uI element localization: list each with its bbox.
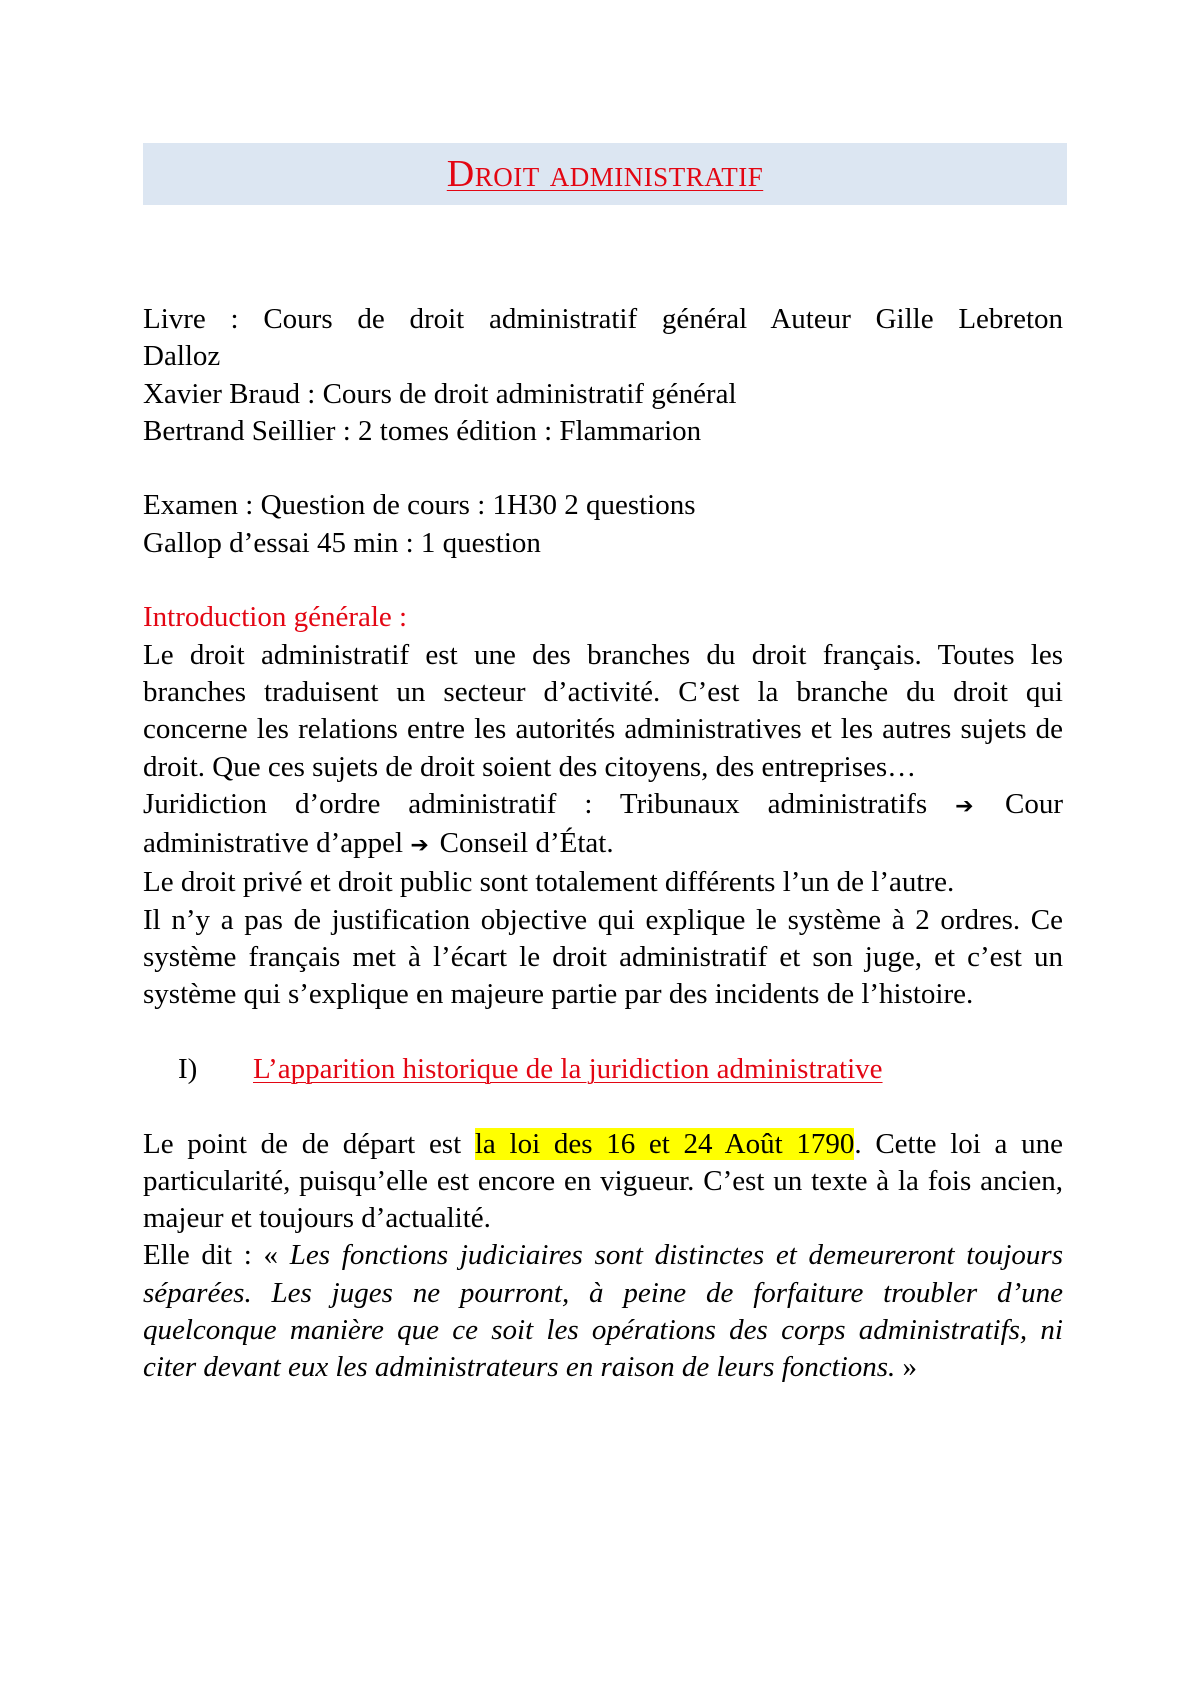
reference-line-2: Xavier Braud : Cours de droit administratif général — [143, 377, 737, 410]
juridiction-text-c: administrative d’appel — [143, 827, 404, 860]
intro-heading: Introduction générale : — [143, 601, 408, 634]
exam-line-1: Examen : Question de cours : 1H30 2 questions — [143, 489, 696, 522]
highlighted-law: la loi des 16 et 24 Août 1790 — [474, 1127, 855, 1160]
section-title: L’apparition historique de la juridiction administrative — [253, 1052, 883, 1085]
juridiction-text-b: Cour — [1005, 787, 1064, 820]
page-title: Droit administratif — [446, 153, 764, 195]
juridiction-text-a: Juridiction d’ordre administratif : Tribunaux administratifs — [143, 787, 928, 820]
section-heading — [143, 1051, 1063, 1088]
section-paragraph-1 — [143, 1126, 1063, 1238]
quote-paragraph — [143, 1237, 1063, 1386]
title-banner — [143, 143, 1067, 205]
document-body — [143, 301, 1063, 1387]
arrow-right-icon: ➔ — [955, 793, 974, 819]
juridiction-text-d: Conseil d’État. — [439, 827, 614, 860]
section-para-start: Le point de de départ est — [143, 1127, 475, 1160]
exam-line-2: Gallop d’essai 45 min : 1 question — [143, 526, 541, 559]
reference-line-1b: Dalloz — [143, 340, 221, 373]
arrow-right-icon: ➔ — [410, 833, 429, 859]
juridiction-paragraph — [143, 786, 1063, 865]
quote-text: Les fonctions judiciaires sont distinctes et demeureront toujours séparées. Les juges ne pourront, à peine de forfaiture troubler d’une quelconque manière que ce soit les opérations des corps administratifs, ni citer devant eux les administrateurs en raison de leurs fonctions. — [143, 1239, 1063, 1384]
section-number: I) — [178, 1052, 198, 1085]
reference-line-3: Bertrand Seillier : 2 tomes édition : Flammarion — [143, 414, 702, 447]
quote-end: » — [895, 1351, 918, 1384]
intro-paragraph-3: Il n’y a pas de justification objective qui explique le système à 2 ordres. Ce système français met à l’écart le droit administratif et son juge, et c’est un système qui s’explique en majeure partie par des incidents de l’histoire. — [143, 903, 1063, 1011]
reference-line-1a: Livre : Cours de droit administratif général Auteur Gille Lebreton — [143, 303, 1063, 335]
intro-paragraph-2: Le droit privé et droit public sont totalement différents l’un de l’autre. — [143, 866, 955, 899]
intro-paragraph-1: Le droit administratif est une des branches du droit français. Toutes les branches traduisent un secteur d’activité. C’est la branche du droit qui concerne les relations entre les autorités administratives et les autres sujets de droit. Que ces sujets de droit soient des citoyens, des entreprises… — [143, 638, 1063, 783]
quote-intro: Elle dit : « — [143, 1239, 290, 1272]
section-para-end: . Cette loi a une particularité, puisqu’elle est encore en vigueur. C’est un texte à la fois ancien, majeur et toujours d’actualité. — [143, 1127, 1063, 1235]
